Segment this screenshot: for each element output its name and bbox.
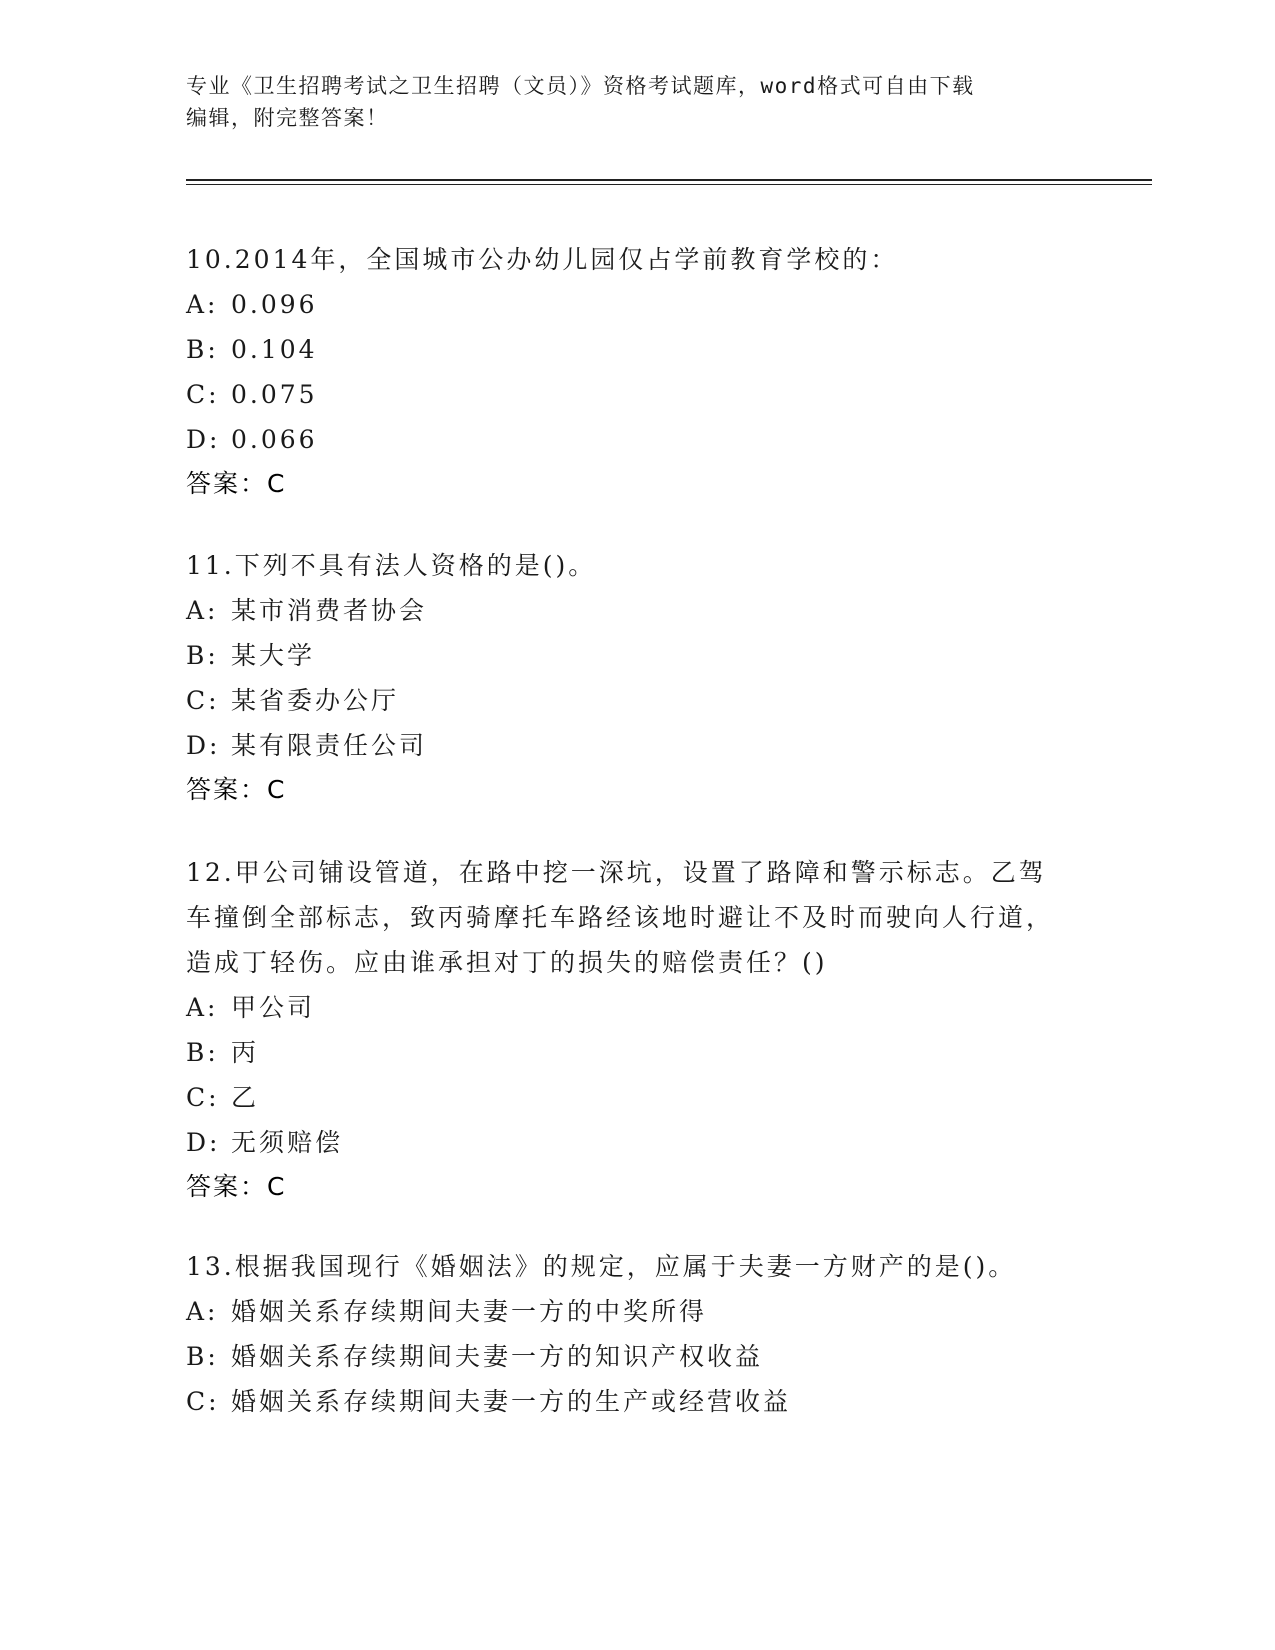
header-line-2: 编辑，附完整答案！ [186,106,389,130]
option-b [186,327,1146,372]
option-text: 某市消费者协会 [231,596,428,625]
option-d [186,417,1146,462]
question-stem: 11.下列不具有法人资格的是()。 [186,551,597,580]
option-a [186,1289,1146,1334]
question-stem: 10.2014年，全国城市公办幼儿园仅占学前教育学校的： [186,245,899,274]
option-letter: C: [186,1083,220,1112]
question-stem: 13.根据我国现行《婚姻法》的规定，应属于夫妻一方财产的是()。 [186,1252,1017,1281]
option-letter: C: [186,686,220,715]
option-b [186,1334,1146,1379]
option-c [186,372,1146,417]
option-text: 0.096 [231,290,318,319]
option-c [186,1379,1146,1424]
option-text: 0.075 [231,380,318,409]
option-letter: A: [186,993,219,1022]
option-text: 0.104 [231,335,318,364]
option-a [186,282,1146,327]
option-letter: B: [186,1038,219,1067]
option-letter: D: [186,731,221,760]
option-letter: B: [186,641,219,670]
option-letter: B: [186,1342,219,1371]
option-text: 丙 [231,1038,260,1067]
option-d [186,1120,1146,1165]
option-a [186,985,1146,1030]
option-letter: D: [186,1128,221,1157]
answer-line: 答案：C [186,469,287,498]
option-text: 甲公司 [231,993,316,1022]
option-text: 乙 [231,1083,260,1112]
question-13 [186,1244,1146,1424]
header-line-1: 专业《卫生招聘考试之卫生招聘（文员）》资格考试题库，word格式可自由下载 [186,74,975,98]
document-page [186,70,1146,1424]
document-header [186,70,1066,134]
option-d [186,723,1146,768]
option-letter: C: [186,1387,220,1416]
question-11 [186,543,1146,812]
option-letter: B: [186,335,219,364]
answer-line: 答案：C [186,1172,287,1201]
question-10 [186,237,1146,506]
question-12 [186,850,1146,1209]
question-stem: 12.甲公司铺设管道，在路中挖一深坑，设置了路障和警示标志。乙驾车撞倒全部标志，致丙骑摩托车路经该地时避让不及时而驶向人行道，造成丁轻伤。应由谁承担对丁的损失的赔偿责任？() [186,858,1055,977]
option-text: 0.066 [231,425,318,454]
option-c [186,678,1146,723]
option-a [186,588,1146,633]
option-b [186,633,1146,678]
option-text: 某大学 [231,641,316,670]
option-text: 某省委办公厅 [231,686,400,715]
answer-line: 答案：C [186,775,287,804]
option-letter: A: [186,290,219,319]
option-letter: C: [186,380,220,409]
option-letter: A: [186,596,219,625]
option-text: 婚姻关系存续期间夫妻一方的生产或经营收益 [231,1387,792,1416]
option-text: 婚姻关系存续期间夫妻一方的中奖所得 [231,1297,708,1326]
option-text: 某有限责任公司 [231,731,428,760]
option-c [186,1075,1146,1120]
option-text: 婚姻关系存续期间夫妻一方的知识产权收益 [231,1342,764,1371]
option-b [186,1030,1146,1075]
option-text: 无须赔偿 [231,1128,344,1157]
option-letter: D: [186,425,221,454]
header-divider [186,179,1152,185]
option-letter: A: [186,1297,219,1326]
